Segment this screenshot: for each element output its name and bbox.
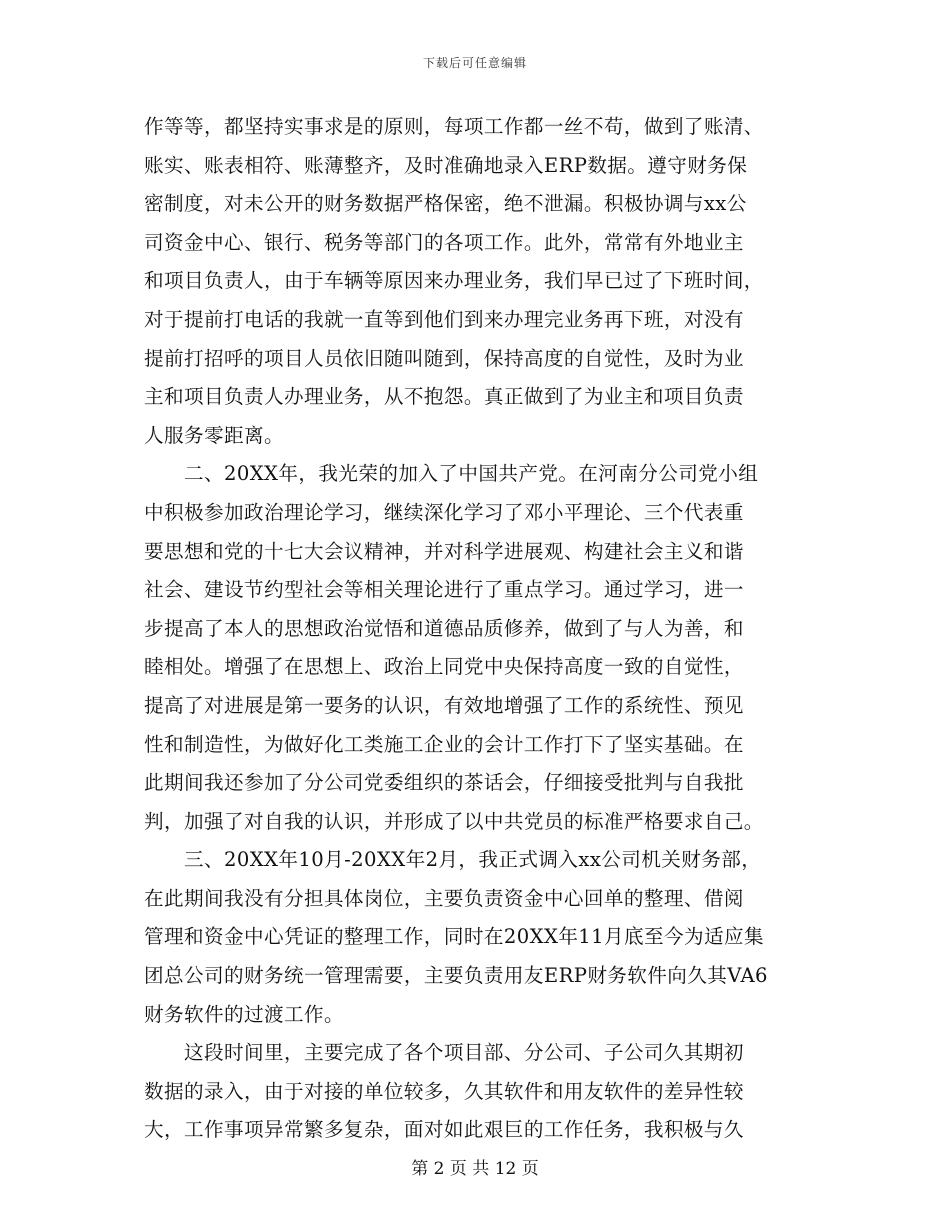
text-line: 司资金中心、银行、税务等部门的各项工作。此外，常常有外地业主 — [144, 230, 744, 254]
text-line: 提高了对进展是第一要务的认识，有效地增强了工作的系统性、预见 — [144, 693, 744, 717]
document-body — [144, 108, 806, 1150]
text-line: 三、20XX年10月-20XX年2月，我正式调入xx公司机关财务部， — [144, 848, 762, 872]
text-line: 提前打招呼的项目人员依旧随叫随到，保持高度的自觉性，及时为业 — [144, 346, 744, 370]
text-line: 睦相处。增强了在思想上、政治上同党中央保持高度一致的自觉性， — [144, 655, 744, 679]
text-line: 判，加强了对自我的认识，并形成了以中共党员的标准严格要求自己。 — [144, 809, 764, 833]
text-line: 社会、建设节约型社会等相关理论进行了重点学习。通过学习，进一 — [144, 578, 744, 602]
text-line: 要思想和党的十七大会议精神，并对科学进展观、构建社会主义和谐 — [144, 539, 744, 563]
text-line: 团总公司的财务统一管理需要，主要负责用友ERP财务软件向久其VA6 — [144, 964, 768, 988]
text-line: 人服务零距离。 — [144, 423, 284, 447]
text-line: 财务软件的过渡工作。 — [144, 1002, 344, 1026]
text-line: 和项目负责人，由于车辆等原因来办理业务，我们早已过了下班时间， — [144, 269, 764, 293]
text-line: 账实、账表相符、账薄整齐，及时准确地录入ERP数据。遵守财务保 — [144, 153, 748, 177]
text-line: 主和项目负责人办理业务，从不抱怨。真正做到了为业主和项目负责 — [144, 385, 744, 409]
page-header: 下载后可任意编辑 — [422, 56, 527, 70]
text-line: 在此期间我没有分担具体岗位，主要负责资金中心回单的整理、借阅 — [144, 886, 744, 910]
text-line: 管理和资金中心凭证的整理工作，同时在20XX年11月底至今为适应集 — [144, 925, 764, 949]
text-line: 密制度，对未公开的财务数据严格保密，绝不泄漏。积极协调与xx公 — [144, 192, 747, 216]
text-line: 步提高了本人的思想政治觉悟和道德品质修养，做到了与人为善，和 — [144, 616, 744, 640]
text-line: 作等等，都坚持实事求是的原则，每项工作都一丝不苟，做到了账清、 — [144, 115, 764, 138]
text-line: 这段时间里，主要完成了各个项目部、分公司、子公司久其期初 — [144, 1041, 744, 1065]
text-line: 大，工作事项异常繁多复杂，面对如此艰巨的工作任务，我积极与久 — [144, 1118, 744, 1142]
text-line: 数据的录入，由于对接的单位较多，久其软件和用友软件的差异性较 — [144, 1079, 744, 1103]
text-line: 对于提前打电话的我就一直等到他们到来办理完业务再下班，对没有 — [144, 307, 744, 331]
text-line: 性和制造性，为做好化工类施工企业的会计工作打下了坚实基础。在 — [144, 732, 744, 756]
text-line: 二、20XX年，我光荣的加入了中国共产党。在河南分公司党小组 — [144, 462, 759, 486]
page-number-footer: 第 2 页 共 12 页 — [411, 1159, 539, 1179]
text-line: 此期间我还参加了分公司党委组织的茶话会，仔细接受批判与自我批 — [144, 771, 744, 795]
text-line: 中积极参加政治理论学习，继续深化学习了邓小平理论、三个代表重 — [144, 500, 744, 524]
